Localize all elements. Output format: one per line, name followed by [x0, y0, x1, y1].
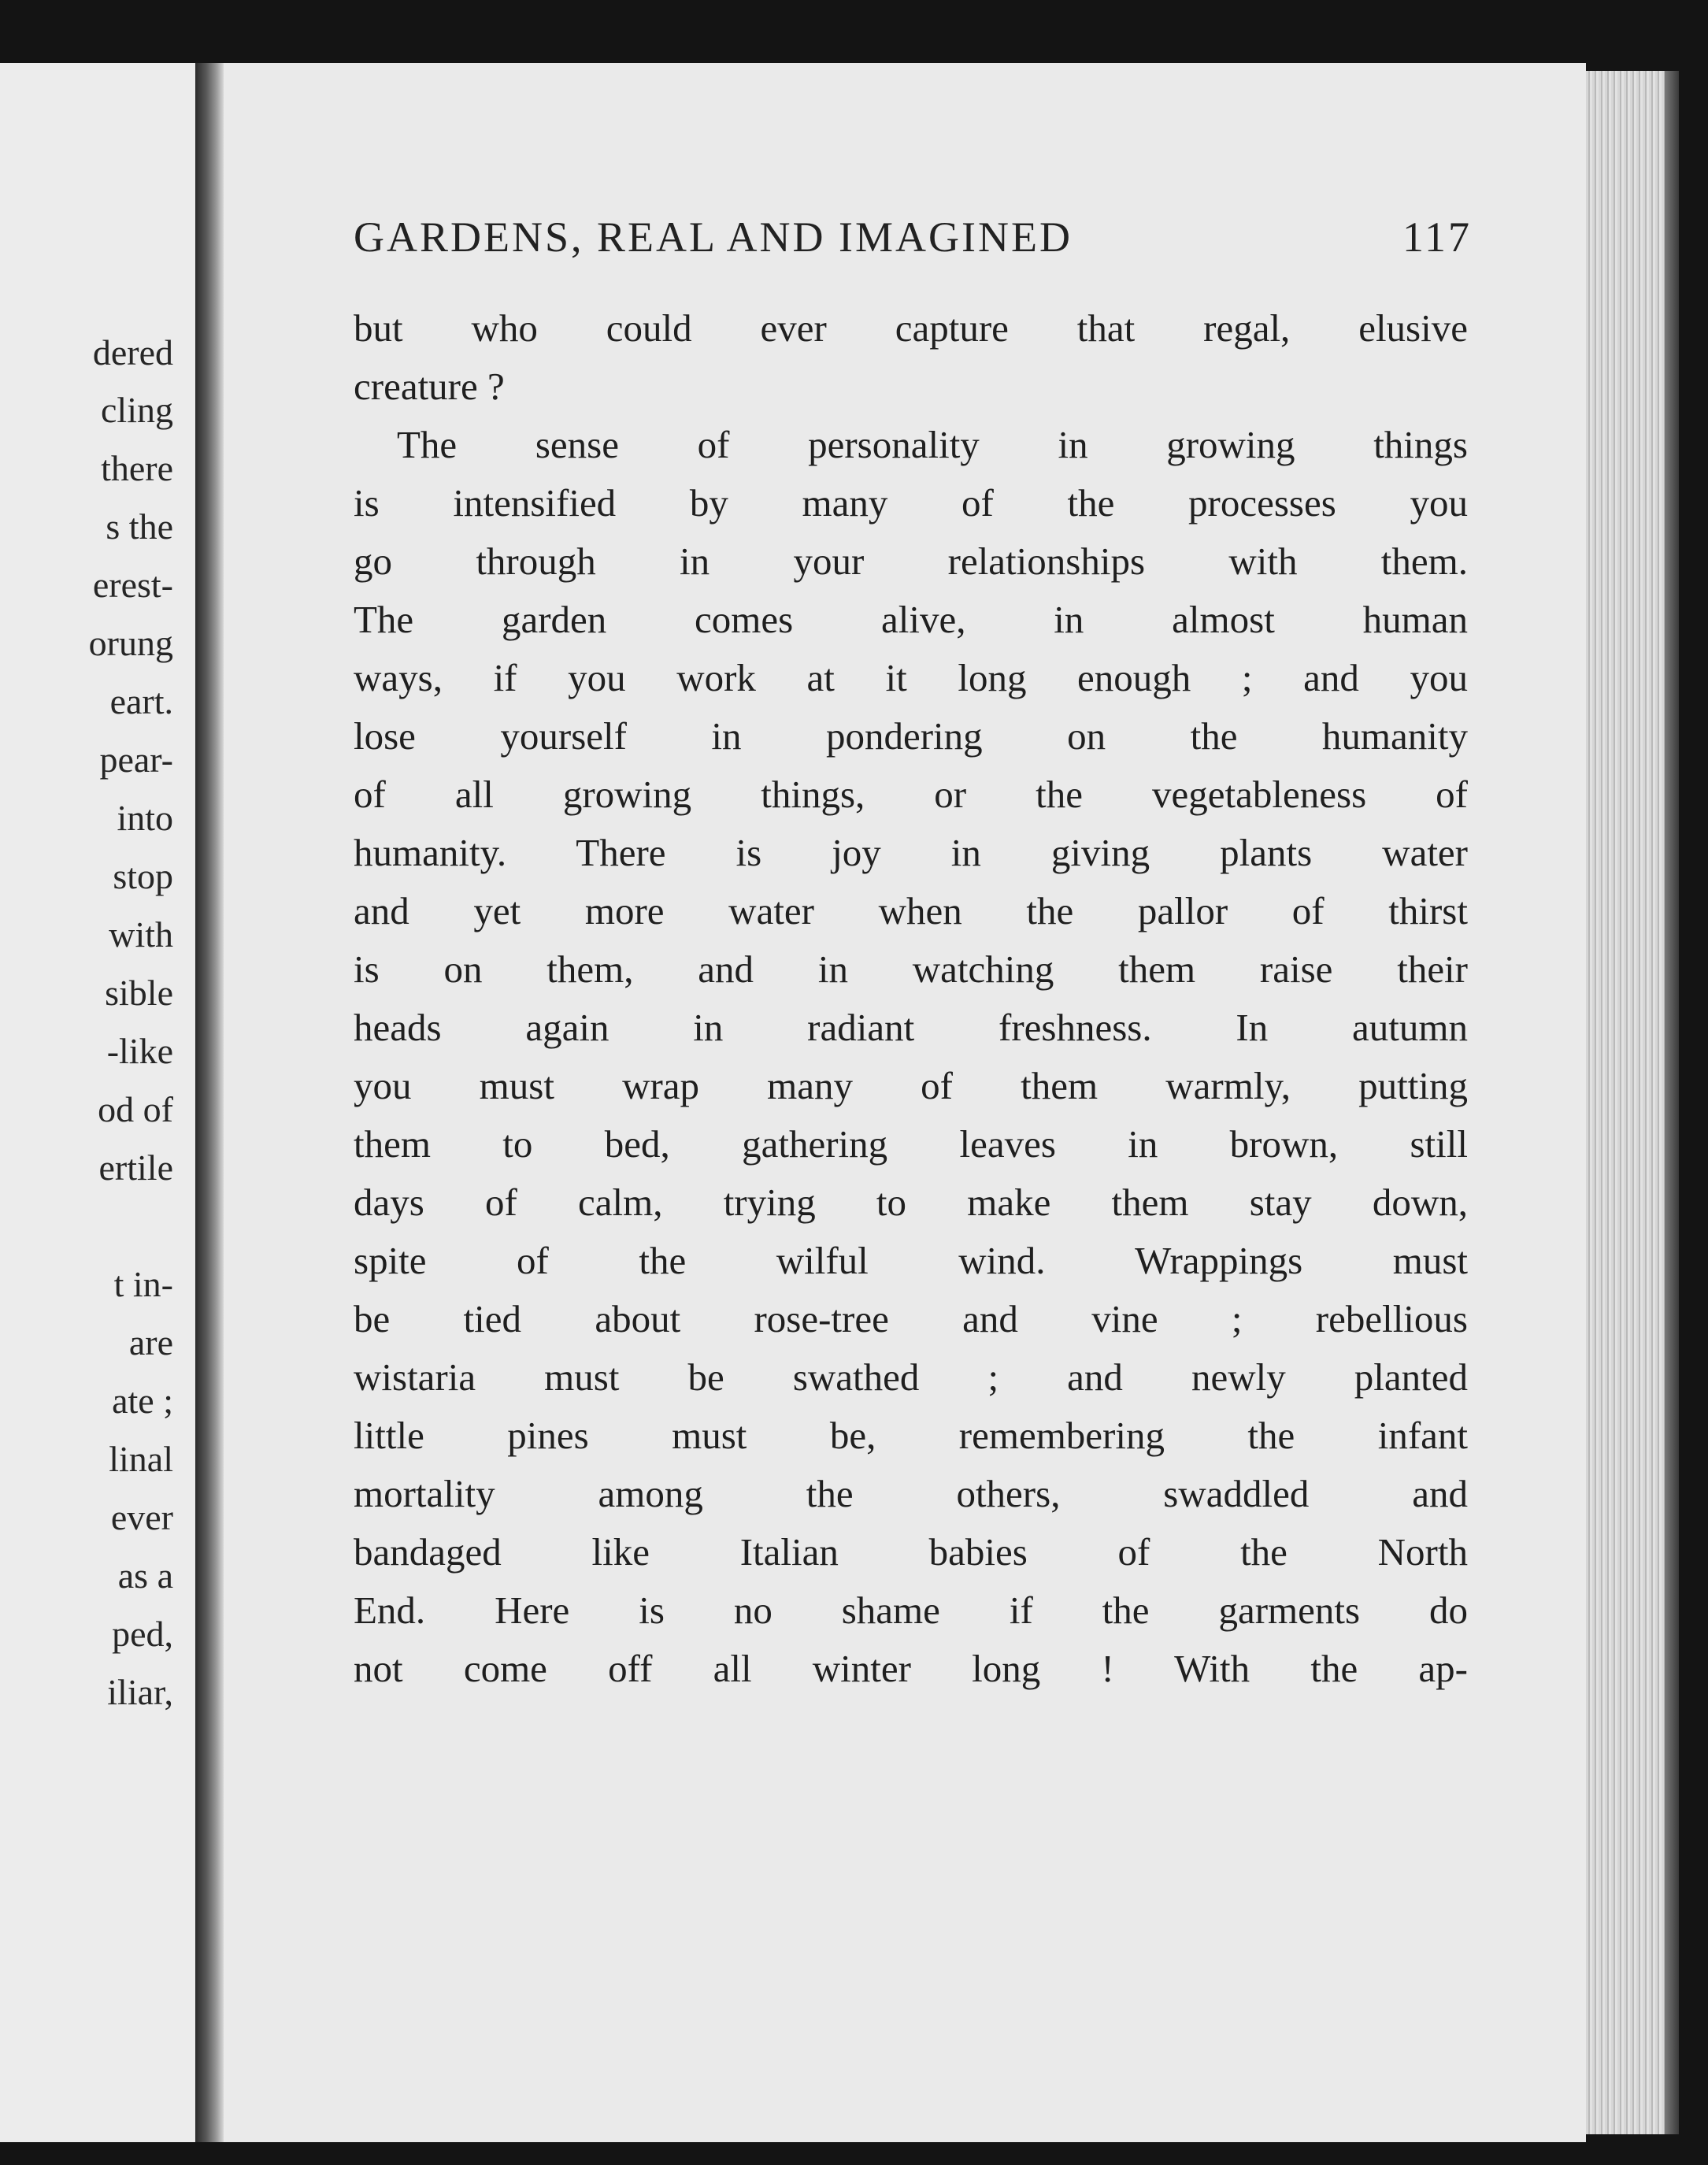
left-page-line: t in- — [113, 1264, 173, 1304]
page-number: 117 — [1402, 213, 1472, 261]
previous-page-fragment — [0, 63, 195, 2142]
body-text-line: lose yourself in pondering on the humanity — [354, 714, 1468, 758]
left-page-line: od of — [98, 1089, 173, 1129]
left-page-line: there — [101, 448, 173, 488]
body-text-line: is on them, and in watching them raise their — [354, 947, 1468, 991]
body-text-line: The garden comes alive, in almost human — [354, 598, 1468, 641]
left-page-line: into — [117, 798, 173, 838]
book-gutter-shadow — [195, 63, 224, 2142]
body-text-line: bandaged like Italian babies of the North — [354, 1530, 1468, 1574]
body-text-line: be tied about rose-tree and vine ; rebellious — [354, 1297, 1468, 1340]
page-edges-shadow — [1665, 71, 1679, 2134]
left-page-line: dered — [92, 332, 173, 373]
body-text-line: but who could ever capture that regal, elusive — [354, 306, 1468, 350]
body-text-line: little pines must be, remembering the infant — [354, 1414, 1468, 1457]
body-text-line: is intensified by many of the processes you — [354, 481, 1468, 525]
left-page-line: s the — [106, 506, 173, 547]
body-text-line: not come off all winter long ! With the ap- — [354, 1647, 1468, 1690]
left-page-line: ever — [110, 1497, 173, 1537]
left-page-line: eart. — [109, 681, 173, 721]
body-text-line: spite of the wilful wind. Wrappings must — [354, 1239, 1468, 1282]
body-text-line: creature ? — [354, 365, 505, 408]
body-text-line: The sense of personality in growing things — [397, 423, 1468, 466]
body-text-line: ways, if you work at it long enough ; and you — [354, 656, 1468, 699]
left-page-line: linal — [109, 1439, 173, 1479]
current-page — [224, 63, 1586, 2142]
body-text-line: days of calm, trying to make them stay down, — [354, 1181, 1468, 1224]
left-page-line: ate ; — [112, 1381, 173, 1421]
running-head-title: GARDENS, REAL AND IMAGINED — [354, 213, 1073, 261]
left-page-line: with — [109, 914, 173, 955]
left-page-line: ped, — [112, 1614, 173, 1654]
left-page-line: -like — [106, 1031, 173, 1071]
page-edges — [1586, 71, 1665, 2134]
body-text-line: heads again in radiant freshness. In autumn — [354, 1006, 1468, 1049]
body-text-line: them to bed, gathering leaves in brown, still — [354, 1122, 1468, 1166]
body-text-line: go through in your relationships with them. — [354, 539, 1468, 583]
body-text-line: humanity. There is joy in giving plants water — [354, 831, 1468, 874]
body-text-line: mortality among the others, swaddled and — [354, 1472, 1468, 1515]
left-page-line: cling — [101, 390, 173, 430]
left-page-line: orung — [88, 623, 173, 663]
body-text-line: and yet more water when the pallor of thirst — [354, 889, 1468, 932]
left-page-line: sible — [105, 973, 173, 1013]
left-page-line: erest- — [92, 565, 173, 605]
left-page-line: ertile — [98, 1147, 173, 1188]
left-page-line: pear- — [99, 740, 173, 780]
left-page-line: are — [128, 1322, 173, 1362]
running-head — [354, 213, 1472, 268]
left-page-line: stop — [113, 856, 173, 896]
body-text-line: wistaria must be swathed ; and newly planted — [354, 1355, 1468, 1399]
body-text-line: you must wrap many of them warmly, putting — [354, 1064, 1468, 1107]
body-text-line: of all growing things, or the vegetableness of — [354, 773, 1468, 816]
left-page-line: as a — [117, 1555, 173, 1596]
left-page-line: iliar, — [107, 1672, 173, 1712]
body-text-line: End. Here is no shame if the garments do — [354, 1589, 1468, 1632]
